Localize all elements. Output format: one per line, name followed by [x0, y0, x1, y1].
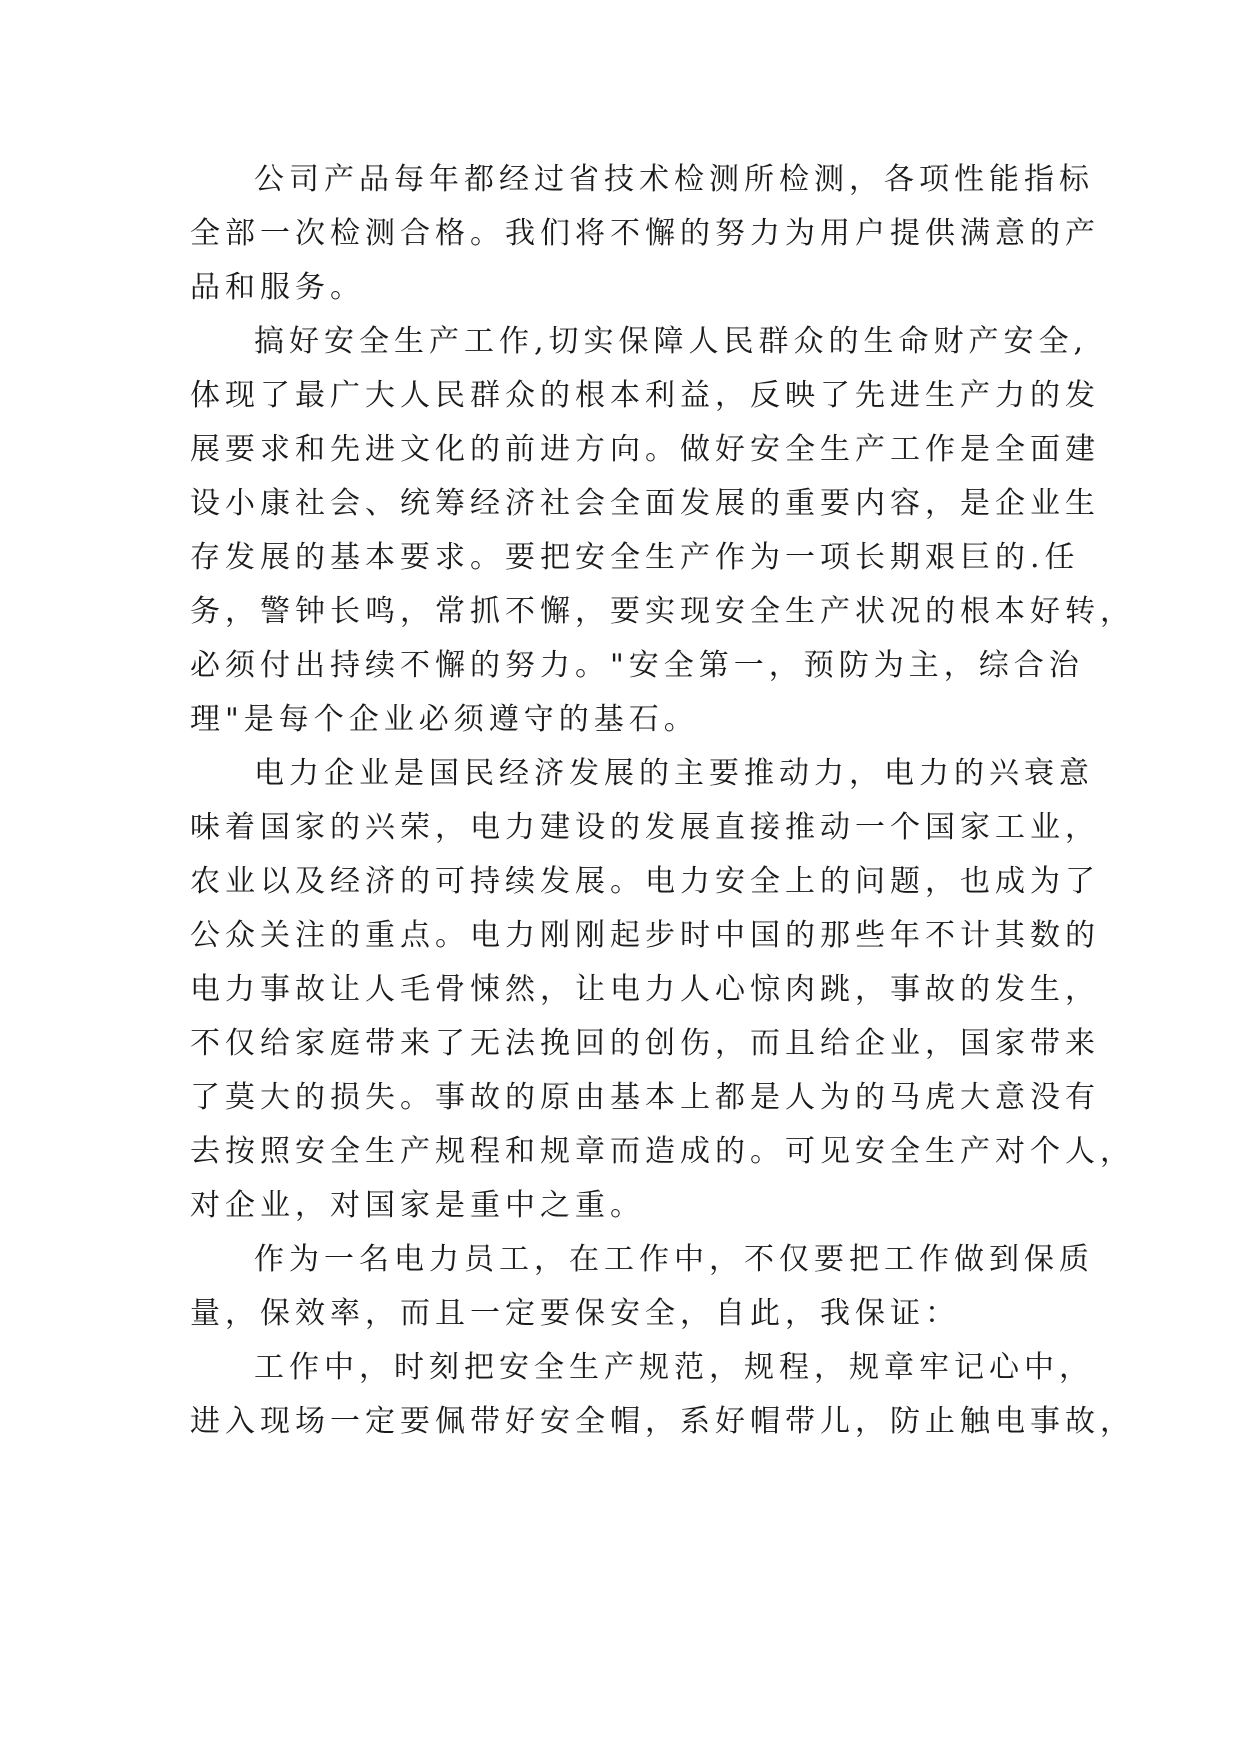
paragraph-4-line-1: 作为一名电力员工，在工作中，不仅要把工作做到保质: [254, 1242, 1094, 1277]
paragraph-5-line-2: 进入现场一定要佩带好安全帽，系好帽带儿，防止触电事故，: [190, 1404, 1135, 1439]
paragraph-3-line-3: 农业以及经济的可持续发展。电力安全上的问题，也成为了: [190, 864, 1100, 899]
paragraph-4-line-2: 量，保效率，而且一定要保安全，自此，我保证：: [190, 1296, 960, 1331]
paragraph-3-line-8: 去按照安全生产规程和规章而造成的。可见安全生产对个人，: [190, 1134, 1135, 1169]
paragraph-3-line-9: 对企业，对国家是重中之重。: [190, 1188, 645, 1223]
paragraph-2-line-6: 务，警钟长鸣，常抓不懈，要实现安全生产状况的根本好转，: [190, 594, 1135, 629]
paragraph-2-line-7: 必须付出持续不懈的努力。"安全第一，预防为主，综合治: [190, 648, 1084, 683]
paragraph-2-line-8: 理"是每个企业必须遵守的基石。: [190, 702, 699, 737]
paragraph-5-line-1: 工作中，时刻把安全生产规范，规程，规章牢记心中，: [254, 1350, 1094, 1385]
paragraph-3-line-6: 不仅给家庭带来了无法挽回的创伤，而且给企业，国家带来: [190, 1026, 1100, 1061]
paragraph-3-line-7: 了莫大的损失。事故的原由基本上都是人为的马虎大意没有: [190, 1080, 1100, 1115]
paragraph-2-line-2: 体现了最广大人民群众的根本利益，反映了先进生产力的发: [190, 378, 1100, 413]
paragraph-2-line-5: 存发展的基本要求。要把安全生产作为一项长期艰巨的.任: [190, 540, 1080, 575]
paragraph-3-line-4: 公众关注的重点。电力刚刚起步时中国的那些年不计其数的: [190, 918, 1100, 953]
paragraph-3-line-2: 味着国家的兴荣，电力建设的发展直接推动一个国家工业，: [190, 810, 1100, 845]
paragraph-2-line-4: 设小康社会、统筹经济社会全面发展的重要内容，是企业生: [190, 486, 1100, 521]
paragraph-1-line-3: 品和服务。: [190, 270, 365, 305]
paragraph-2-line-1: 搞好安全生产工作,切实保障人民群众的生命财产安全,: [254, 324, 1089, 359]
paragraph-1-line-2: 全部一次检测合格。我们将不懈的努力为用户提供满意的产: [190, 216, 1100, 251]
paragraph-3-line-5: 电力事故让人毛骨悚然，让电力人心惊肉跳，事故的发生，: [190, 972, 1100, 1007]
paragraph-1-line-1: 公司产品每年都经过省技术检测所检测，各项性能指标: [254, 162, 1094, 197]
paragraph-3-line-1: 电力企业是国民经济发展的主要推动力，电力的兴衰意: [254, 756, 1094, 791]
paragraph-2-line-3: 展要求和先进文化的前进方向。做好安全生产工作是全面建: [190, 432, 1100, 467]
